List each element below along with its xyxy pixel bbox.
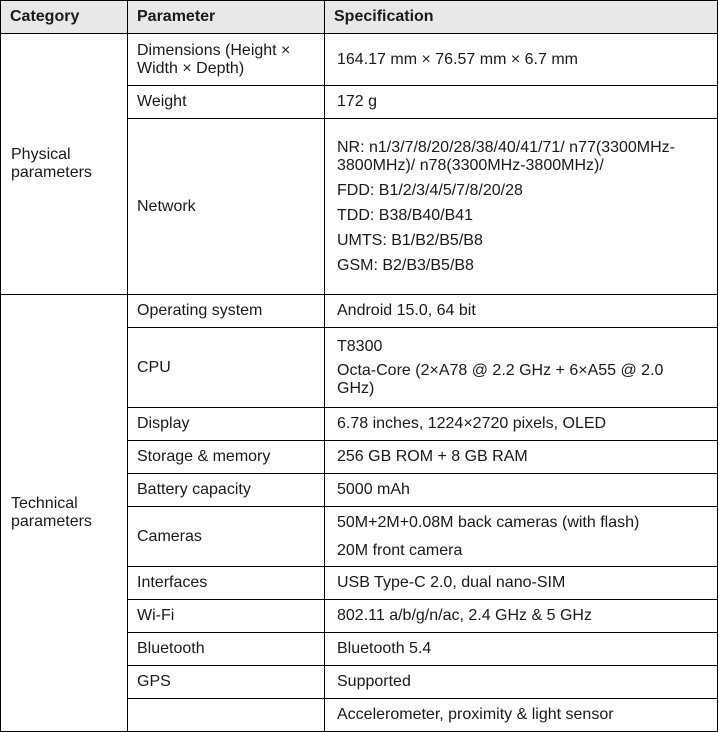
parameter-cell: Display	[128, 408, 325, 441]
spec-line: UMTS: B1/B2/B5/B8	[337, 231, 483, 249]
spec-line: 20M front camera	[337, 541, 463, 559]
spec-cell	[325, 119, 718, 295]
spec-cell: Bluetooth 5.4	[325, 633, 718, 666]
header-row	[1, 1, 718, 34]
parameter-cell: Interfaces	[128, 567, 325, 600]
spec-line: Octa-Core (2×A78 @ 2.2 GHz + 6×A55 @ 2.0 GHz)	[337, 361, 664, 397]
parameter-cell: Weight	[128, 86, 325, 119]
parameter-cell: Dimensions (Height × Width × Depth)	[128, 34, 325, 86]
parameter-cell: Network	[128, 119, 325, 295]
header-category: Category	[1, 1, 128, 34]
spec-cell: Supported	[325, 666, 718, 699]
spec-cell: Android 15.0, 64 bit	[325, 295, 718, 328]
parameter-cell: Bluetooth	[128, 633, 325, 666]
parameter-cell: Cameras	[128, 507, 325, 567]
spec-line: NR: n1/3/7/8/20/28/38/40/41/71/ n77(3300MHz-3800MHz)/ n78(3300MHz-3800MHz)/	[337, 138, 675, 174]
table-row	[1, 295, 718, 328]
parameter-cell	[128, 699, 325, 732]
parameter-cell: Operating system	[128, 295, 325, 328]
parameter-cell: Storage & memory	[128, 441, 325, 474]
header-parameter: Parameter	[128, 1, 325, 34]
spec-line: GSM: B2/B3/B5/B8	[337, 256, 474, 274]
spec-cell	[325, 328, 718, 408]
category-technical: Technical parameters	[1, 295, 128, 732]
spec-cell: 6.78 inches, 1224×2720 pixels, OLED	[325, 408, 718, 441]
spec-cell: 802.11 a/b/g/n/ac, 2.4 GHz & 5 GHz	[325, 600, 718, 633]
spec-line: FDD: B1/2/3/4/5/7/8/20/28	[337, 181, 523, 199]
header-specification: Specification	[325, 1, 718, 34]
spec-cell: 172 g	[325, 86, 718, 119]
parameter-cell: CPU	[128, 328, 325, 408]
spec-line: 50M+2M+0.08M back cameras (with flash)	[337, 513, 640, 531]
spec-cell: 256 GB ROM + 8 GB RAM	[325, 441, 718, 474]
spec-line: TDD: B38/B40/B41	[337, 206, 474, 224]
spec-cell: 164.17 mm × 76.57 mm × 6.7 mm	[325, 34, 718, 86]
parameter-cell: Battery capacity	[128, 474, 325, 507]
spec-cell	[325, 507, 718, 567]
spec-cell: USB Type-C 2.0, dual nano-SIM	[325, 567, 718, 600]
spec-cell: Accelerometer, proximity & light sensor	[325, 699, 718, 732]
parameter-cell: Wi-Fi	[128, 600, 325, 633]
table-row	[1, 34, 718, 86]
category-physical: Physical parameters	[1, 34, 128, 295]
spec-cell: 5000 mAh	[325, 474, 718, 507]
spec-line: T8300	[337, 337, 383, 355]
parameter-cell: GPS	[128, 666, 325, 699]
